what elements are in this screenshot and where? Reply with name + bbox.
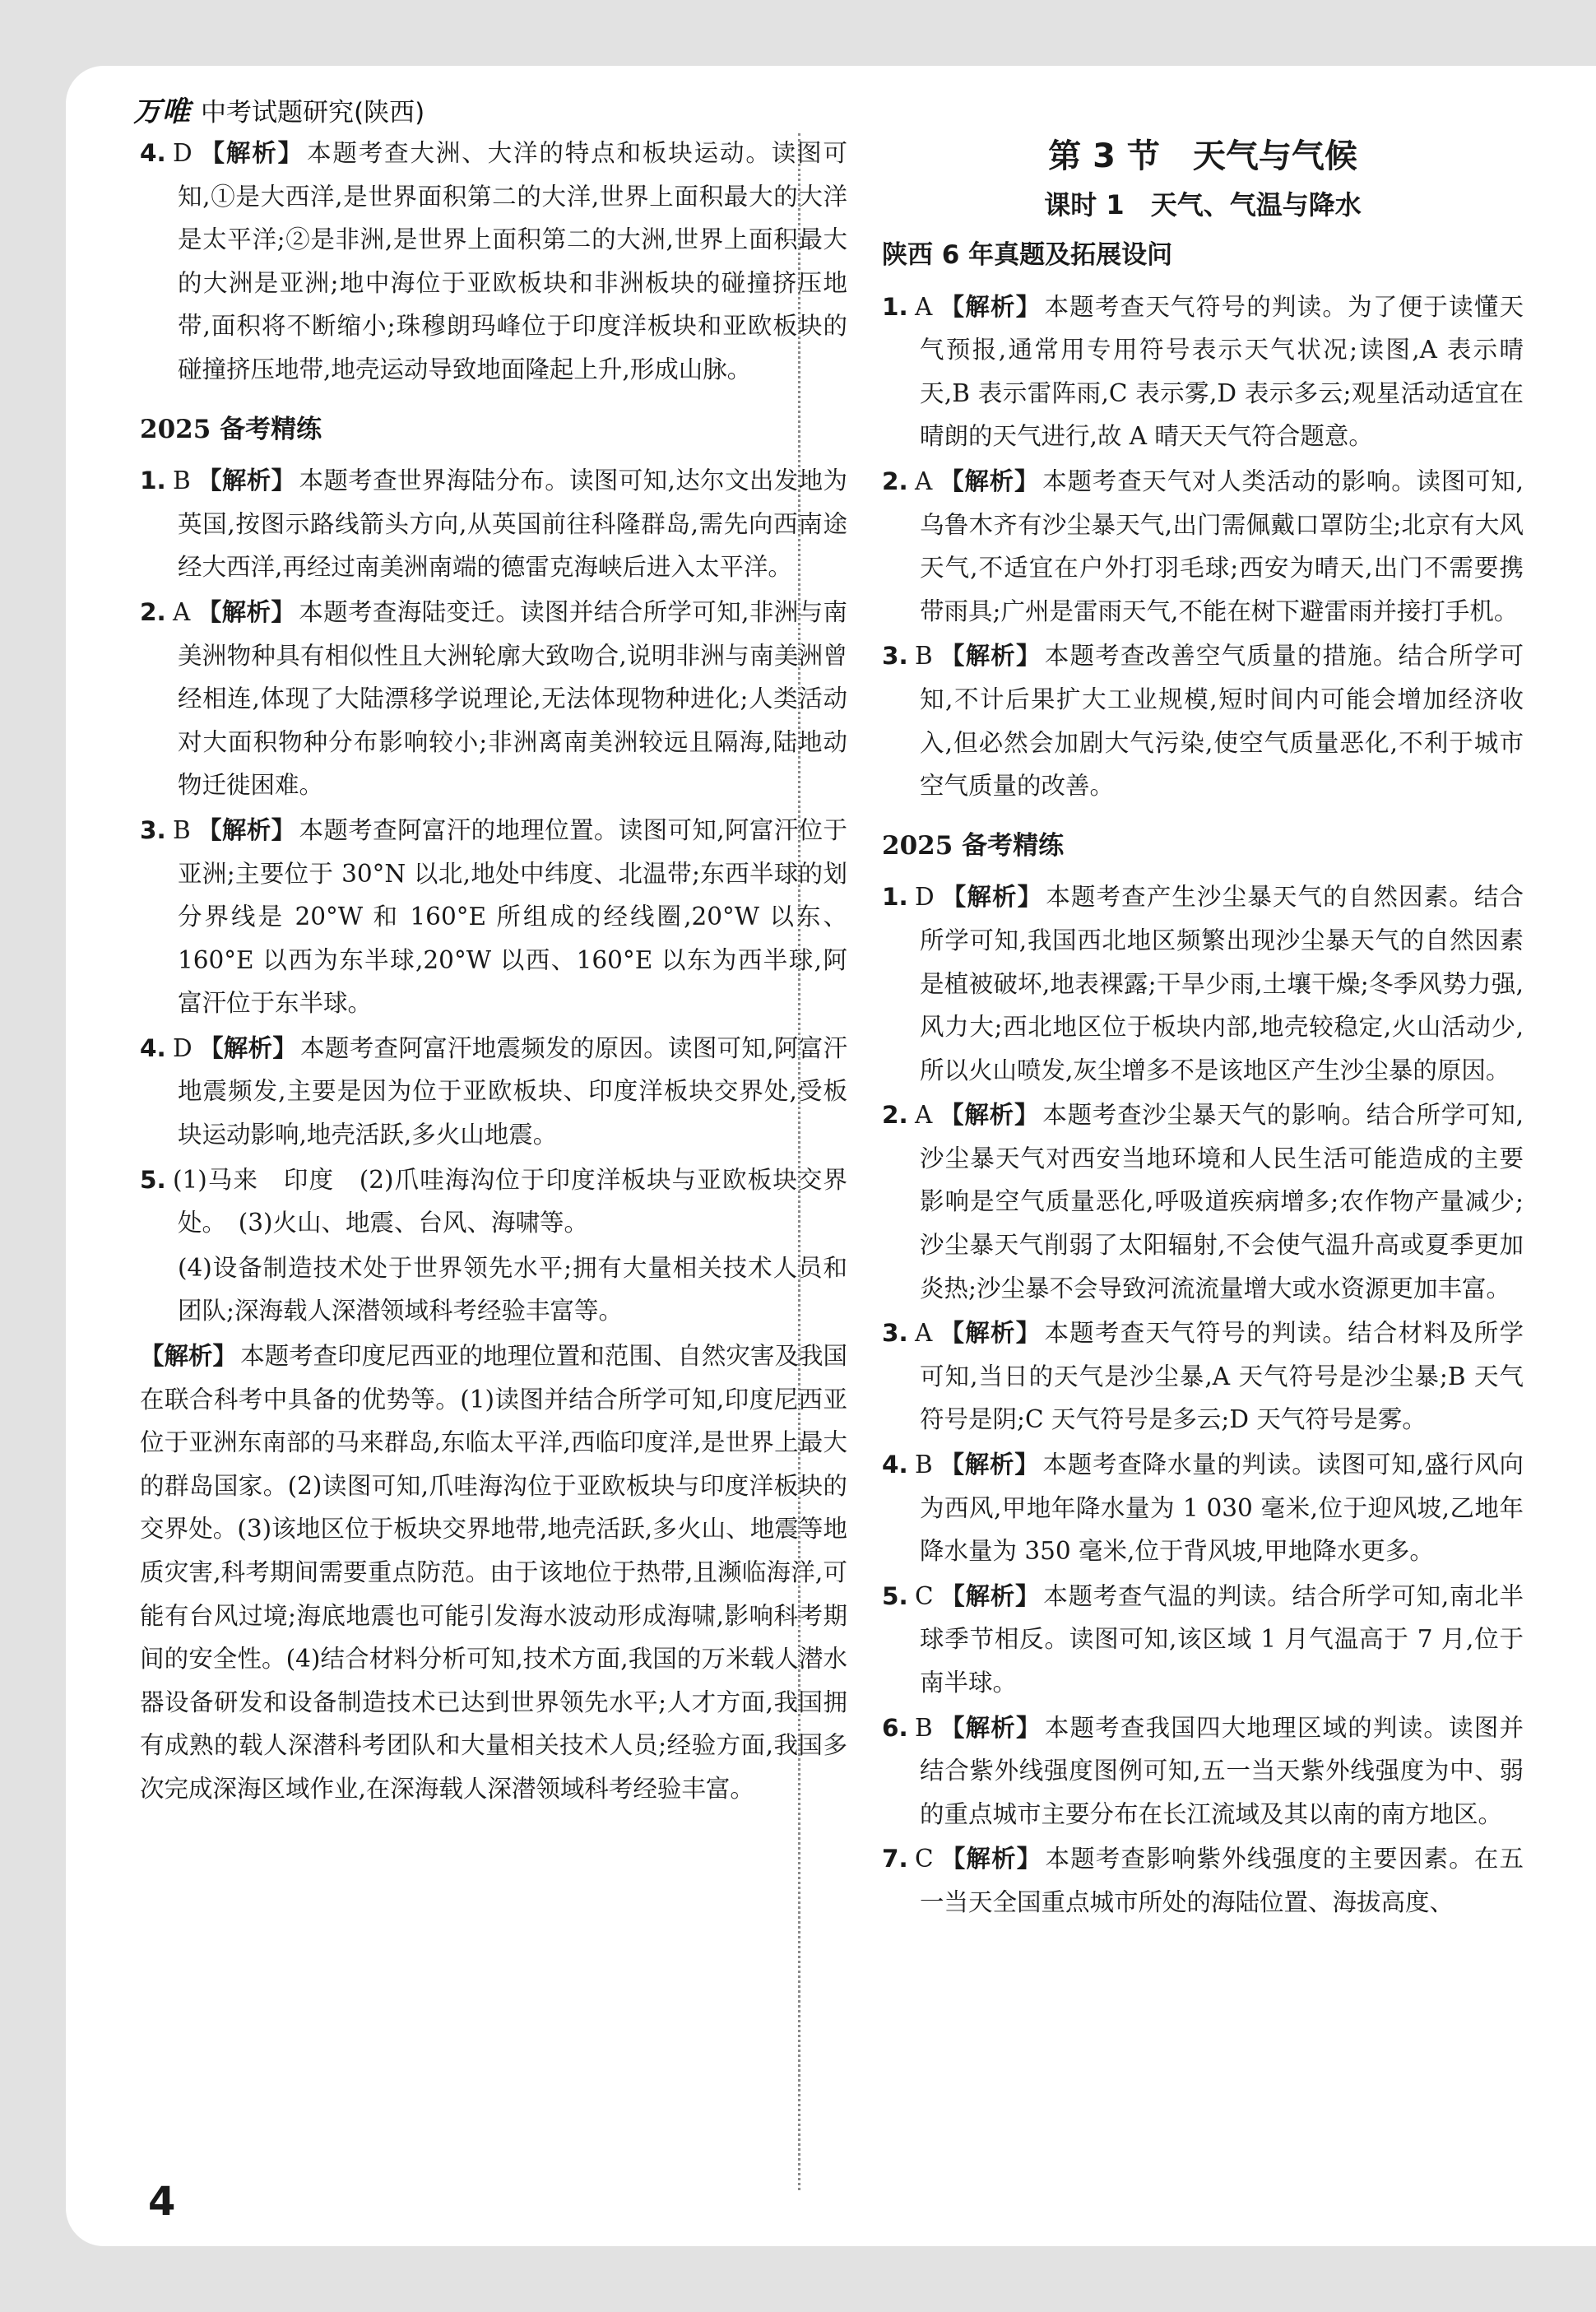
answer-item (140, 459, 847, 589)
analysis-text: 本题考查改善空气质量的措施。结合所学可知,不计后果扩大工业规模,短时间内可能会增加经济收入,但必然会加剧大气污染,使空气质量恶化,不利于城市空气质量的改善。 (920, 642, 1524, 801)
analysis-tag: 【解析】 (939, 1451, 1040, 1479)
page-header (133, 89, 425, 129)
item-number: 4. (140, 139, 166, 167)
answer-letter: A (173, 597, 191, 626)
analysis-text: 本题考查海陆变迁。读图并结合所学可知,非洲与南美洲物种具有相似性且大洲轮廓大致吻合,说明非洲与南美洲曾经相连,体现了大陆漂移学说理论,无法体现物种进化;人类活动对大面积物种分布影响较小;非洲离南美洲较远且隔海,陆地动物迁徙困难。 (178, 597, 847, 800)
item-number: 3. (882, 1319, 908, 1348)
item-number: 2. (882, 1101, 908, 1130)
analysis-text: 本题考查大洲、大洋的特点和板块运动。读图可知,①是大西洋,是世界面积第二的大洋,世界上面积最大的大洋是太平洋;②是非洲,是世界上面积第二的大洲,世界上面积最大的大洲是亚洲;地中海位于亚欧板块和非洲板块的碰撞挤压地带,面积将不断缩小;珠穆朗玛峰位于印度洋板块和亚欧板块的碰撞挤压地带,地壳运动导致地面隆起上升,形成山脉。 (178, 139, 847, 383)
analysis-tag: 【解析】 (197, 597, 296, 626)
book-title: 中考试题研究(陕西) (201, 98, 425, 128)
answer-letter: A (915, 1101, 933, 1130)
answer-item (140, 591, 847, 807)
analysis-tag: 【解析】 (198, 1033, 298, 1062)
answer-item (140, 132, 847, 392)
analysis-text: 本题考查产生沙尘暴天气的自然因素。结合所学可知,我国西北地区频繁出现沙尘暴天气的自然因素是植被破坏,地表裸露;干旱少雨,土壤干燥;冬季风势力强,风力大;西北地区位于板块内部,地壳较稳定,火山活动少,所以火山喷发,灰尘增多不是该地区产生沙尘暴的原因。 (920, 883, 1524, 1084)
item-number: 4. (882, 1451, 908, 1479)
analysis-text: 本题考查沙尘暴天气的影响。结合所学可知,沙尘暴天气对西安当地环境和人民生活可能造成的主要影响是空气质量恶化,呼吸道疾病增多;农作物产量减少;沙尘暴天气削弱了太阳辐射,不会使气温升高或夏季更加炎热;沙尘暴不会导致河流流量增大或水资源更加丰富。 (920, 1101, 1524, 1302)
answer-letter: B (915, 1451, 933, 1479)
item-number: 4. (140, 1033, 166, 1062)
answer-letter: D (915, 883, 935, 912)
analysis-tag: 【解析】 (197, 815, 296, 844)
analysis-tag: 【解析】 (939, 467, 1040, 495)
answer-item (140, 1158, 847, 1245)
answer-item (882, 460, 1524, 633)
answer-letter: D (173, 1033, 193, 1062)
analysis-tag: 【解析】 (939, 642, 1042, 671)
item-number: 6. (882, 1713, 908, 1742)
analysis-text: 本题考查气温的判读。结合所学可知,南北半球季节相反。读图可知,该区域 1 月气温高于 7 月,位于南半球。 (920, 1581, 1524, 1697)
analysis-tag: 【解析】 (939, 1101, 1040, 1130)
answer-item (882, 1706, 1524, 1836)
analysis-tag: 【解析】 (198, 139, 304, 167)
item-number: 3. (140, 815, 166, 844)
analysis-tag: 【解析】 (940, 883, 1043, 912)
answer-item (882, 1443, 1524, 1573)
answer-item (882, 1575, 1524, 1705)
item-number: 2. (882, 467, 908, 495)
analysis-tag: 【解析】 (940, 1581, 1041, 1610)
item-number: 3. (882, 642, 908, 671)
item-number: 2. (140, 597, 166, 626)
answer-item (882, 1837, 1524, 1924)
section-title: 2025 备考精练 (140, 414, 322, 444)
answer-text: (4)设备制造技术处于世界领先水平;拥有大量相关技术人员和团队;深海载人深潜领域科考经验丰富等。 (178, 1253, 847, 1325)
answer-letter: C (915, 1581, 934, 1610)
analysis-text: 本题考查阿富汗地震频发的原因。读图可知,阿富汗地震频发,主要是因为位于亚欧板块、印度洋板块交界处,受板块运动影响,地壳活跃,多火山地震。 (178, 1033, 847, 1149)
analysis-text: 本题考查世界海陆分布。读图可知,达尔文出发地为英国,按图示路线箭头方向,从英国前往科隆群岛,需先向西南途经大西洋,再经过南美洲南端的德雷克海峡后进入太平洋。 (178, 467, 847, 582)
analysis-tag: 【解析】 (939, 292, 1042, 321)
answer-letter: A (915, 1319, 933, 1348)
answer-item (140, 1027, 847, 1157)
item-number: 1. (882, 292, 908, 321)
analysis-text: 本题考查降水量的判读。读图可知,盛行风向为西风,甲地年降水量为 1 030 毫米,位于迎风坡,乙地年降水量为 350 毫米,位于背风坡,甲地降水更多。 (920, 1451, 1524, 1566)
section-title: 2025 备考精练 (882, 830, 1065, 861)
analysis-tag: 【解析】 (939, 1319, 1042, 1348)
analysis-tag: 【解析】 (939, 1713, 1042, 1742)
item-number: 1. (140, 467, 166, 495)
left-column (140, 132, 847, 1811)
answer-item (882, 875, 1524, 1092)
answer-letter: B (173, 467, 191, 495)
analysis-text: 本题考查阿富汗的地理位置。读图可知,阿富汗位于亚洲;主要位于 30°N 以北,地处中纬度、北温带;东西半球的划分界线是 20°W 和 160°E 所组成的经线圈,20°W 以东、160°E 以西为东半球,20°W 以西、160°E 以东为西半球,阿富汗位于东半球。 (178, 815, 847, 1018)
right-column (882, 132, 1524, 1926)
analysis-block (140, 1335, 847, 1811)
analysis-tag: 【解析】 (197, 467, 296, 495)
analysis-text: 本题考查天气符号的判读。为了便于读懂天气预报,通常用专用符号表示天气状况;读图,A 表示晴天,B 表示雷阵雨,C 表示雾,D 表示多云;观星活动适宜在晴朗的天气进行,故 A 晴天天气符合题意。 (920, 292, 1524, 451)
section-title: 陕西 6 年真题及拓展设问 (882, 240, 1173, 270)
chapter-title: 第 3 节 天气与气候 (1048, 137, 1357, 175)
analysis-tag: 【解析】 (940, 1845, 1042, 1873)
answer-item (882, 1093, 1524, 1310)
answer-item (882, 286, 1524, 458)
answer-letter: B (915, 1713, 933, 1742)
lesson-title: 课时 1 天气、气温与降水 (1044, 189, 1362, 221)
item-number: 5. (882, 1581, 908, 1610)
analysis-text: 本题考查天气对人类活动的影响。读图可知,乌鲁木齐有沙尘暴天气,出门需佩戴口罩防尘;北京有大风天气,不适宜在户外打羽毛球;西安为晴天,出门不需要携带雨具;广州是雷雨天气,不能在树下避雷雨并接打手机。 (920, 467, 1524, 625)
item-number: 7. (882, 1845, 908, 1873)
answer-letter: A (915, 292, 933, 321)
analysis-text: 本题考查我国四大地理区域的判读。读图并结合紫外线强度图例可知,五一当天紫外线强度为中、弱的重点城市主要分布在长江流域及其以南的南方地区。 (920, 1713, 1524, 1828)
answer-letter: B (173, 815, 191, 844)
answer-item (882, 634, 1524, 807)
answer-item (882, 1312, 1524, 1442)
answer-letter: D (173, 139, 193, 167)
item-number: 1. (882, 883, 908, 912)
analysis-text: 本题考查天气符号的判读。结合材料及所学可知,当日的天气是沙尘暴,A 天气符号是沙尘暴;B 天气符号是阴;C 天气符号是多云;D 天气符号是雾。 (920, 1319, 1524, 1434)
item-number: 5. (140, 1165, 166, 1194)
analysis-text: 本题考查印度尼西亚的地理位置和范围、自然灾害及我国在联合科考中具备的优势等。(1)读图并结合所学可知,印度尼西亚位于亚洲东南部的马来群岛,东临太平洋,西临印度洋,是世界上最大的群岛国家。(2)读图可知,爪哇海沟位于亚欧板块与印度洋板块的交界处。(3)该地区位于板块交界地带,地壳活跃,多火山、地震等地质灾害,科考期间需要重点防范。由于该地位于热带,且濒临海洋,可能有台风过境;海底地震也可能引发海水波动形成海啸,影响科考期间的安全性。(4)结合材料分析可知,技术方面,我国的万米载人潜水器设备研发和设备制造技术已达到世界领先水平;人才方面,我国拥有成熟的载人深潜科考团队和大量相关技术人员;经验方面,我国多次完成深海区域作业,在深海载人深潜领域科考经验丰富。 (140, 1342, 847, 1803)
answer-item (140, 809, 847, 1025)
page (66, 66, 1596, 2246)
brand-logo: 万唯 (133, 95, 191, 128)
answer-letter: A (915, 467, 933, 495)
answer-letter: B (915, 642, 933, 671)
answer-text: (1)马来 印度 (2)爪哇海沟位于印度洋板块与亚欧板块交界处。 (3)火山、地震、台风、海啸等。 (173, 1165, 847, 1237)
analysis-tag: 【解析】 (140, 1342, 238, 1371)
answer-letter: C (915, 1845, 934, 1873)
analysis-text: 本题考查影响紫外线强度的主要因素。在五一当天全国重点城市所处的海陆位置、海拔高度、 (920, 1845, 1524, 1916)
page-number: 4 (148, 2179, 176, 2225)
